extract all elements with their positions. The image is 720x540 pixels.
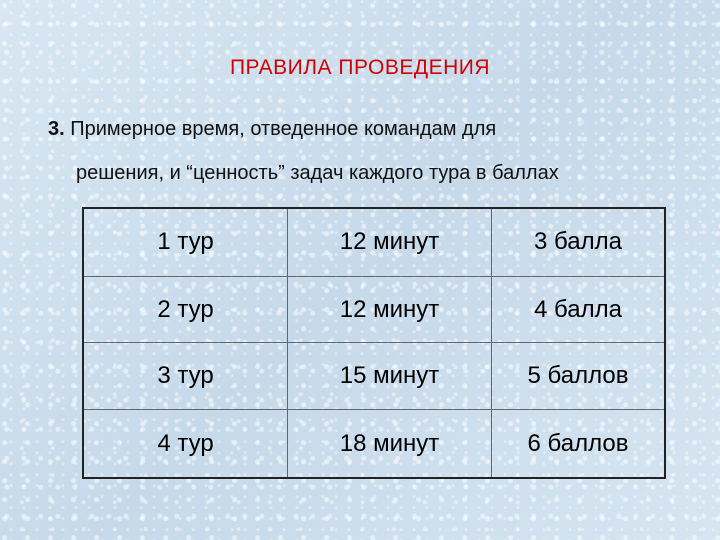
- round-cell: 2 тур: [83, 276, 288, 343]
- rule-number: 3.: [48, 118, 65, 140]
- points-cell: 5 баллов: [492, 343, 666, 410]
- page-title: ПРАВИЛА ПРОВЕДЕНИЯ: [229, 56, 491, 79]
- time-cell: 12 минут: [288, 276, 492, 343]
- table-row: [83, 410, 665, 478]
- points-cell: 3 балла: [492, 208, 666, 276]
- round-cell: 4 тур: [83, 410, 288, 478]
- points-cell: 6 баллов: [492, 410, 666, 478]
- table-row: [83, 343, 665, 410]
- table-row: [83, 208, 665, 276]
- time-cell: 12 минут: [288, 208, 492, 276]
- rule-text: Примерное время, отведенное командам для: [70, 118, 497, 140]
- points-cell: 4 балла: [492, 276, 666, 343]
- rule-text-line-1: [48, 118, 496, 141]
- rule-text-line-2: решения, и “ценность” задач каждого тура в баллах: [76, 162, 559, 184]
- time-cell: 15 минут: [288, 343, 492, 410]
- rounds-table: [82, 207, 666, 479]
- table-row: [83, 276, 665, 343]
- round-cell: 3 тур: [83, 343, 288, 410]
- round-cell: 1 тур: [83, 208, 288, 276]
- time-cell: 18 минут: [288, 410, 492, 478]
